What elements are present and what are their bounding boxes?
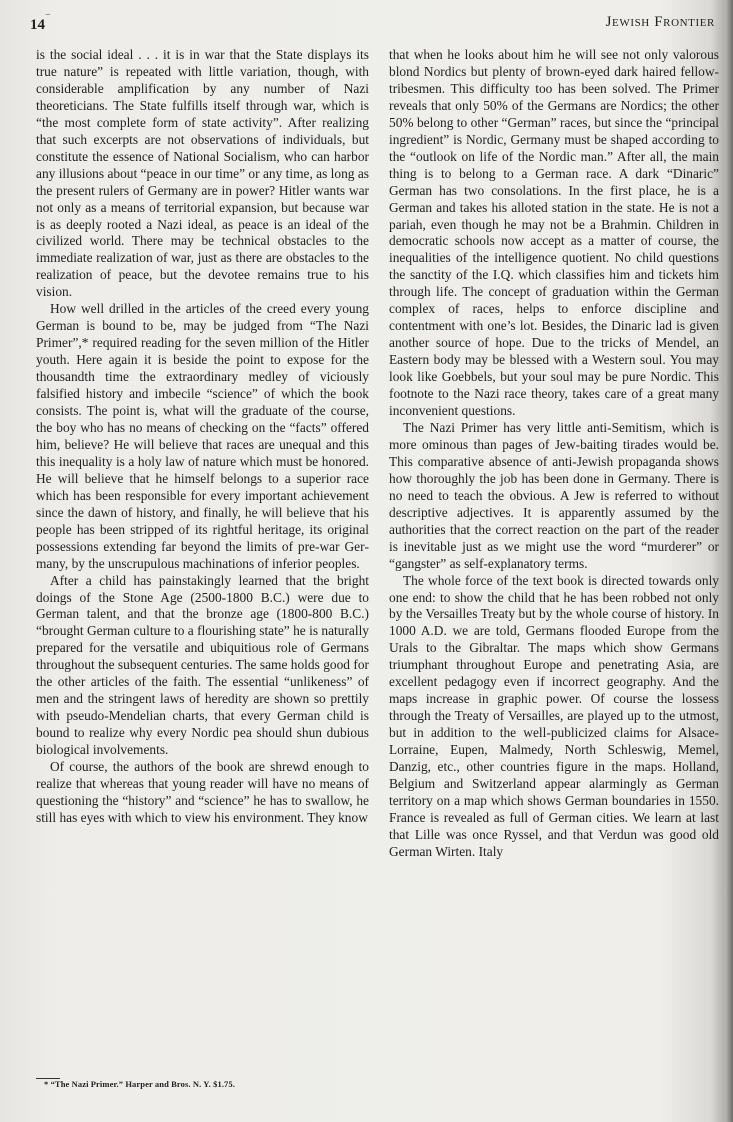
paragraph: After a child has painstakingly learned that the bright doings of the Stone Age (2500-1800 B.C.) were due to German talent, and that the bronze age (1800-800 B.C.) “brought German culture to a flourishing state” he is naturally prepared for the versatile and ubiquitious role of Germans throughout the subsequent centuries. The same holds good for the other articles of the faith. The essential “unlikeness” of men and the stringent laws of heredity are shown so prettily with pseudo-Mendelian charts, that every German child is bound to realize why every Nordic pea should shun dubious biological involvements. bbox=[36, 572, 369, 758]
paragraph: that when he looks about him he will see not only valorous blond Nordics but plenty of brown-eyed dark haired fellow-tribesmen. This difficulty too has been solved. The Primer reveals that only 50% of the Germans are Nordics; the other 50% belong to other “German” races, but since the “principal ingredient” is Nordic, Germany must be shaped according to the “outlook on life of the Nordic man.” After all, the main thing is to belong to a German race. A dark “Dinaric” German has two consolations. In the first place, he is a German and takes his alloted station in the state. He is not a pariah, even though he may not be a Brahmin. Children in democratic schools now accept as a matter of course, the inequalities of the intelligence quotient. No child questions the sanctity of the I.Q. which classifies him and tickets him through life. The concept of graduation within the German complex of races, helps to enforce discipline and contentment with one’s lot. Besides, the Dinaric lad is given another source of hope. Due to the tricks of Mendel, an Eastern body may be blessed with a Western soul. You may look like Goebbels, but your soul may be pure Nordic. This footnote to the Nazi race theory, takes care of a great many inconvenient questions. bbox=[389, 47, 719, 419]
left-column bbox=[36, 47, 369, 827]
page-binding-edge bbox=[725, 0, 733, 1122]
footnote: * “The Nazi Primer.” Harper and Bros. N. Y. $1.75. bbox=[44, 1079, 235, 1089]
running-head-publication-title: Jewish Frontier bbox=[605, 14, 715, 30]
paragraph: How well drilled in the articles of the creed every young German is bound to be, may be judged from “The Nazi Primer”,* required reading for the seven million of the Hitler youth. Here again it is beside the point to expose for the thousandth time the extraordinary medley of viciously falsified history and imbecile “science” of which the book consists. The point is, what will the graduate of the course, the boy who has no means of checking on the “facts” offered him, believe? He will believe that races are unequal and this this inequality is a holy law of nature which must be honored. He will believe that he himself belongs to a superior race which has been responsible for every important achievement since the dawn of history, and finally, he will believe that his people has been stripped of its rightful heritage, its original possessions extending far beyond the limits of pre-war Germany, by the unscrupulous machinations of inferior peoples. bbox=[36, 301, 369, 571]
page-header bbox=[30, 14, 715, 36]
paragraph: is the social ideal . . . it is in war that the State displays its true nature” is repeated with little variation, though, with considerable amplification by any number of Nazi theoreticians. The State fulfills itself through war, which is “the most complete form of state activity”. After realizing that such excerpts are not observations of individuals, but constitute the essence of National Socialism, who can harbor any illusions about “peace in our time” or any time, as long as the present rulers of Germany are in power? Hitler wants war not only as a means of territorial expansion, but because war is as deeply rooted a Nazi ideal, as peace is an ideal of the civilized world. There may be technical obstacles to the immediate realization of war, just as there are obstacles to the realization of peace, but the devotee remains true to his vision. bbox=[36, 47, 369, 300]
paragraph: The whole force of the text book is directed towards only one end: to show the child that he has been robbed not only by the Versailles Treaty but by the whole course of history. In 1000 A.D. we are told, Germans flooded Europe from the Urals to the Gibraltar. The maps which show Germans triumphant throughout Europe and penetrating Asia, are excellent pedagogy even if incorrect geography. And the maps increase in graphic power. Of course the lossess through the Treaty of Versailles, are played up to the utmost, but in addition to the well-publicized claims for Alsace-Lorraine, Eupen, Malmedy, North Schleswig, Memel, Danzig, etc., other countries figure in the maps. Holland, Belgium and Switzerland appear alarmingly as German territory on a map which shows German boundaries in 1550. France is revealed as full of German cities. We learn at last that Lille was once Ryssel, and that Verdun was good old German Wirten. Italy bbox=[389, 572, 719, 859]
paragraph: Of course, the authors of the book are shrewd enough to realize that whereas that young reader will have no means of questioning the “history” and “science” he has to swallow, he still has eyes with which to view his environment. They know bbox=[36, 759, 369, 825]
paragraph: The Nazi Primer has very little anti-Semitism, which is more ominous than pages of Jew-baiting tirades would be. This comparative absence of anti-Jewish propaganda shows how thoroughly the job has been done in Germany. There is no need to teach the obvious. A Jew is referred to without descriptive adjectives. It is apparently assumed by the authorities that the correct reaction on the part of the reader is inevitable just as we might use the word “murderer” or “gangster” as self-explanatory terms. bbox=[389, 419, 719, 571]
page-number: 14 ‾ bbox=[30, 14, 50, 34]
right-column bbox=[389, 47, 719, 861]
